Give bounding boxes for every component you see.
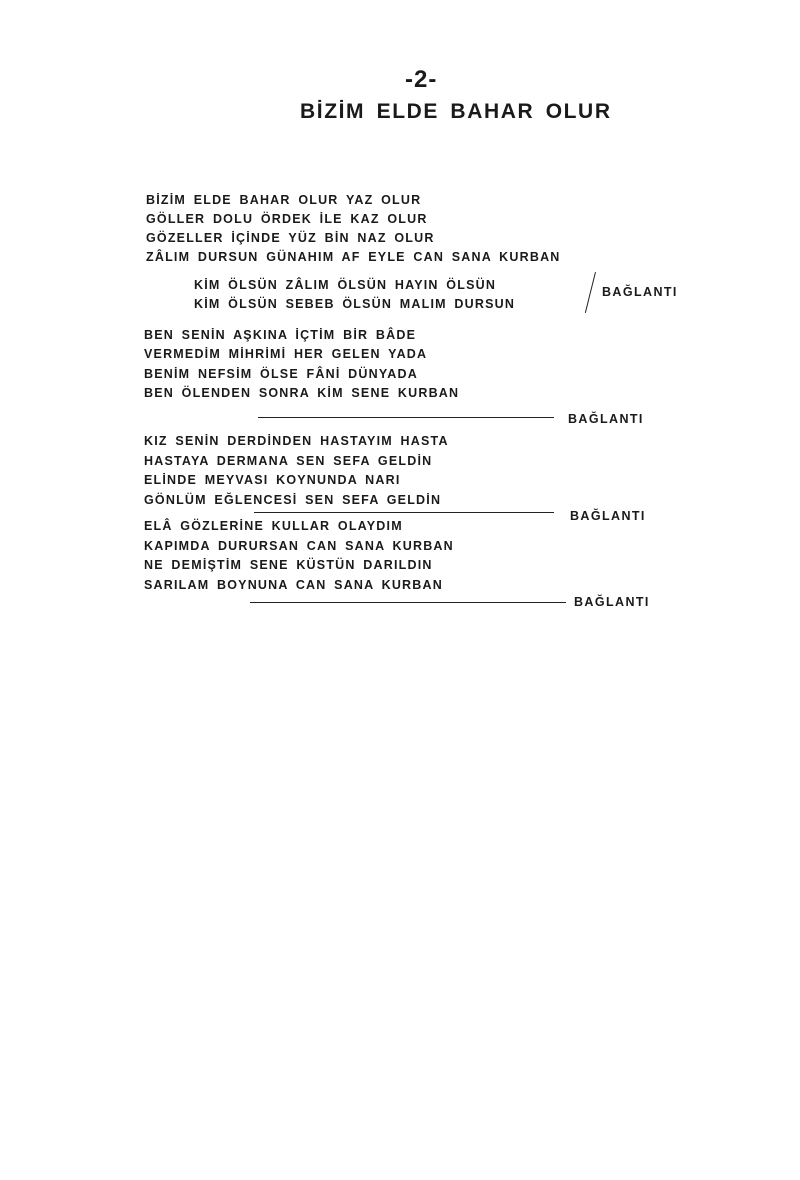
refrain-line-1: KİM ÖLSÜN ZÂLIM ÖLSÜN HAYIN ÖLSÜN bbox=[194, 278, 497, 292]
stanza2-line-1: BEN SENİN AŞKINA İÇTİM BİR BÂDE bbox=[144, 328, 417, 342]
stanza3-line-1: KIZ SENİN DERDİNDEN HASTAYIM HASTA bbox=[144, 434, 449, 448]
refrain-rule-4 bbox=[250, 602, 566, 603]
refrain-rule-3 bbox=[254, 512, 554, 513]
stanza4-line-1: ELÂ GÖZLERİNE KULLAR OLAYDIM bbox=[144, 519, 403, 533]
stanza1-line-3: GÖZELLER İÇİNDE YÜZ BİN NAZ OLUR bbox=[146, 231, 435, 245]
refrain-bracket bbox=[585, 272, 596, 313]
stanza3-line-2: HASTAYA DERMANA SEN SEFA GELDİN bbox=[144, 454, 433, 468]
refrain-marker-4: BAĞLANTI bbox=[574, 595, 650, 609]
stanza2-line-2: VERMEDİM MİHRİMİ HER GELEN YADA bbox=[144, 347, 428, 361]
refrain-marker-1: BAĞLANTI bbox=[602, 285, 678, 299]
page-number: -2- bbox=[405, 66, 438, 93]
page-title: BİZİM ELDE BAHAR OLUR bbox=[300, 100, 612, 123]
stanza4-line-3: NE DEMİŞTİM SENE KÜSTÜN DARILDIN bbox=[144, 558, 433, 572]
stanza1-line-1: BİZİM ELDE BAHAR OLUR YAZ OLUR bbox=[146, 193, 422, 207]
stanza2-line-4: BEN ÖLENDEN SONRA KİM SENE KURBAN bbox=[144, 386, 460, 400]
stanza4-line-4: SARILAM BOYNUNA CAN SANA KURBAN bbox=[144, 578, 443, 592]
refrain-line-2: KİM ÖLSÜN SEBEB ÖLSÜN MALIM DURSUN bbox=[194, 297, 516, 311]
refrain-marker-3: BAĞLANTI bbox=[570, 509, 646, 523]
refrain-marker-2: BAĞLANTI bbox=[568, 412, 644, 426]
stanza3-line-3: ELİNDE MEYVASI KOYNUNDA NARI bbox=[144, 473, 401, 487]
stanza4-line-2: KAPIMDA DURURSAN CAN SANA KURBAN bbox=[144, 539, 454, 553]
stanza1-line-2: GÖLLER DOLU ÖRDEK İLE KAZ OLUR bbox=[146, 212, 428, 226]
stanza2-line-3: BENİM NEFSİM ÖLSE FÂNİ DÜNYADA bbox=[144, 367, 418, 381]
refrain-rule-2 bbox=[258, 417, 554, 418]
stanza3-line-4: GÖNLÜM EĞLENCESİ SEN SEFA GELDİN bbox=[144, 493, 442, 507]
stanza1-line-4: ZÂLIM DURSUN GÜNAHIM AF EYLE CAN SANA KURBAN bbox=[146, 250, 561, 264]
